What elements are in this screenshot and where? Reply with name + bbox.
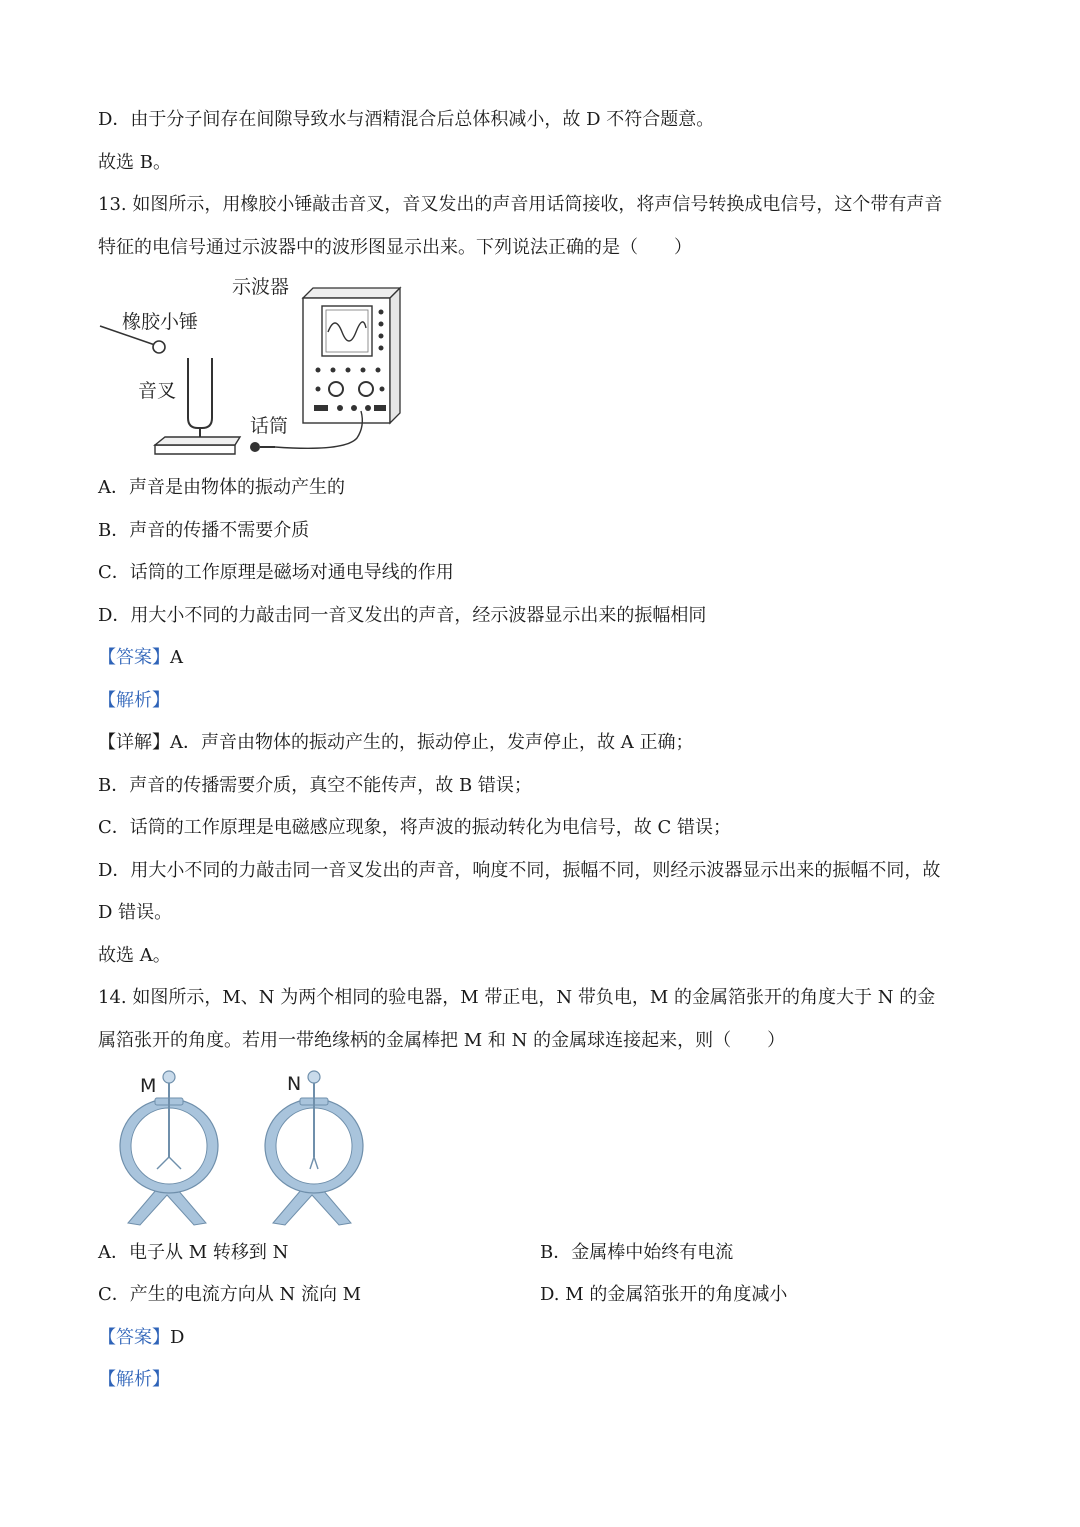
q13-analysis	[98, 689, 170, 713]
electroscope-n-icon	[265, 1071, 363, 1225]
detail-tag: 【详解】	[98, 732, 170, 753]
q13-option-b: B．声音的传播不需要介质	[98, 520, 310, 541]
label-oscilloscope: 示波器	[232, 276, 290, 298]
q14-figure	[110, 1065, 380, 1230]
label-n: N	[287, 1073, 302, 1095]
q13-detail-b: B．声音的传播需要介质，真空不能传声，故 B 错误；	[98, 775, 532, 796]
q13-detail-c: C．话筒的工作原理是电磁感应现象，将声波的振动转化为电信号，故 C 错误；	[98, 817, 731, 838]
label-tuning-fork: 音叉	[138, 380, 177, 402]
q13-stem-line2: 特征的电信号通过示波器中的波形图显示出来。下列说法正确的是（ ）	[98, 237, 692, 258]
analysis-tag: 【解析】	[98, 1369, 170, 1390]
answer-tag: 【答案】	[98, 647, 170, 668]
q13-detail-d1: D．用大小不同的力敲击同一音叉发出的声音，响度不同，振幅不同，则经示波器显示出来的振幅不同，故	[98, 860, 941, 881]
q13-figure	[95, 270, 415, 465]
analysis-tag: 【解析】	[98, 690, 170, 711]
label-microphone: 话筒	[250, 415, 289, 437]
q13-stem-line1: 13. 如图所示，用橡胶小锤敲击音叉，音叉发出的声音用话筒接收，将声信号转换成电信号，这个带有声音	[98, 194, 943, 215]
electroscope-m-icon	[120, 1071, 218, 1225]
q13-option-a: A．声音是由物体的振动产生的	[98, 477, 345, 498]
answer-value: A	[170, 647, 183, 668]
prev-option-d: D．由于分子间存在间隙导致水与酒精混合后总体积减小，故 D 不符合题意。	[98, 109, 715, 130]
q13-detail-a	[98, 731, 693, 755]
microphone-icon	[250, 442, 275, 452]
q14-stem-line1: 14. 如图所示，M、N 为两个相同的验电器，M 带正电，N 带负电，M 的金属箔张开的角度大于 N 的金	[98, 987, 936, 1008]
fork-base-icon	[155, 445, 235, 454]
detail-a-text: A．声音由物体的振动产生的，振动停止，发声停止，故 A 正确；	[170, 732, 694, 753]
q13-answer	[98, 646, 183, 670]
q13-detail-d2: D 错误。	[98, 902, 173, 923]
hammer-head-icon	[153, 341, 165, 353]
q14-option-b: B．金属棒中始终有电流	[540, 1242, 734, 1263]
q14-option-a: A．电子从 M 转移到 N	[98, 1242, 289, 1263]
q14-option-d: D. M 的金属箔张开的角度减小	[540, 1284, 788, 1305]
oscilloscope-icon	[303, 288, 400, 423]
label-hammer: 橡胶小锤	[122, 311, 199, 333]
q14-analysis	[98, 1368, 170, 1392]
answer-tag: 【答案】	[98, 1327, 170, 1348]
q14-option-c: C．产生的电流方向从 N 流向 M	[98, 1284, 362, 1305]
q13-choose: 故选 A。	[98, 945, 171, 966]
q13-option-c: C．话筒的工作原理是磁场对通电导线的作用	[98, 562, 454, 583]
q13-option-d: D．用大小不同的力敲击同一音叉发出的声音，经示波器显示出来的振幅相同	[98, 605, 707, 626]
q14-answer	[98, 1326, 184, 1350]
prev-choose: 故选 B。	[98, 152, 171, 173]
answer-value: D	[170, 1327, 185, 1348]
label-m: M	[140, 1075, 157, 1097]
tuning-fork-icon	[188, 358, 212, 428]
q14-stem-line2: 属箔张开的角度。若用一带绝缘柄的金属棒把 M 和 N 的金属球连接起来，则（ ）	[98, 1030, 786, 1051]
